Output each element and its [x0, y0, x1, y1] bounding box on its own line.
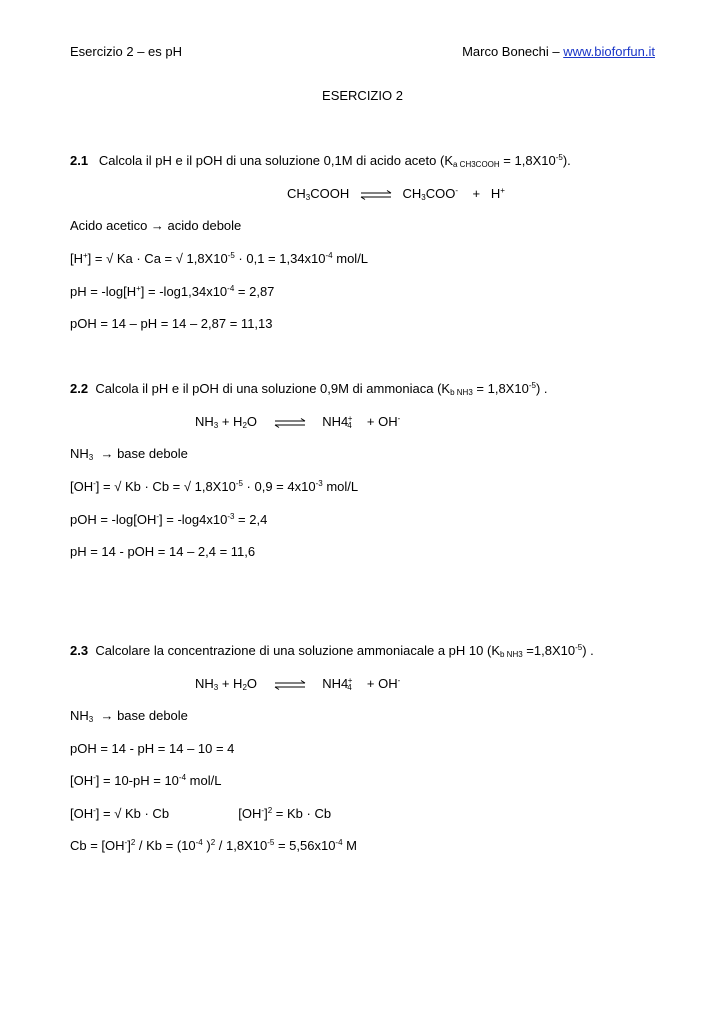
s21-line4: pOH = 14 – pH = 14 – 2,87 = 11,13 — [70, 316, 273, 331]
page-title: ESERCIZIO 2 — [322, 88, 403, 103]
s23-line3: $[OH^-] = 10-pH = 10^{-4}$ mol/L — [70, 773, 222, 788]
question-2-2: 2.2 Calcola il pH e il pOH di una soluzione 0,9M di ammoniaca $(K_{b NH3} = 1,8X10^{-5})$ . — [70, 381, 548, 397]
s22-line1: $NH_3$ → base debole — [70, 446, 188, 462]
question-2-1: 2.1 Calcola il pH e il pOH di una soluzione 0,1M di acido aceto $(K_{a CH3COOH} = 1,8X10^{-5})$. — [70, 153, 571, 169]
question-2-3: 2.3 Calcolare la concentrazione di una soluzione ammoniacale a pH 10 $(K_{b NH3} =1,8X10^{-5})$ . — [70, 643, 594, 659]
s22-line3: pOH = $-\log[OH^-] = -\log 4x10^{-3} = 2,4$ — [70, 512, 268, 527]
header-left: Esercizio 2 – es pH — [70, 44, 182, 59]
s23-line4: [OH-] = √ Kb · Cb $[OH^-]^2 = Kb \cdot Cb$ — [70, 806, 332, 821]
equation-ammonia-1: $NH_3 + H_2O$ $NH4_4^+$ + OH- — [195, 414, 401, 430]
website-link[interactable]: www.bioforfun.it — [563, 44, 655, 59]
header-right — [462, 44, 655, 60]
equilibrium-arrow-icon — [273, 418, 307, 428]
s23-line5: $Cb = [OH^-]^2 / Kb = (10^{-4}$ )$^2 / 1,8X10^{-5} = 5,56x10^{-4}$ M — [70, 838, 357, 853]
equation-acetic: $CH_3COOH$ $CH_3COO^-$ + H+ — [287, 186, 505, 202]
equilibrium-arrow-icon — [359, 190, 393, 200]
s23-line1: $NH_3$ → base debole — [70, 708, 188, 724]
s21-line3: pH = $-\log[H^+] = -\log 1,34x10^{-4} = 2,87$ — [70, 284, 275, 299]
s23-line2: pOH = 14 - pH = 14 – 10 = 4 — [70, 741, 235, 756]
s21-line1: Acido acetico → acido debole — [70, 218, 242, 233]
s21-line2: [H+] = √ Ka · Ca = √ $1,8X10^{-5} \cdot 0,1 = 1,34x10^{-4}$ mol/L — [70, 251, 369, 266]
author-name: Marco Bonechi – — [462, 44, 564, 59]
equation-ammonia-2: $NH_3 + H_2O$ $NH4_4^+$ + OH- — [195, 676, 401, 692]
s22-line4: pH = 14 - pOH = 14 – 2,4 = 11,6 — [70, 544, 256, 559]
equilibrium-arrow-icon — [273, 680, 307, 690]
s22-line2: [OH-] = √ Kb · Cb = √ $1,8X10^{-5} \cdot 0,9 = 4x10^{-3}$ mol/L — [70, 479, 359, 494]
